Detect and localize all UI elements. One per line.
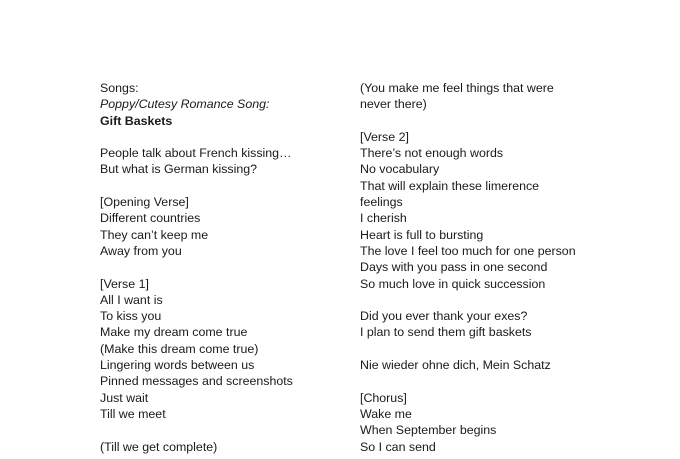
lyric-line: Lingering words between us bbox=[100, 358, 255, 373]
lyric-line: Pinned messages and screenshots bbox=[100, 374, 293, 389]
lyric-line: Heart is full to bursting bbox=[360, 227, 484, 242]
lyric-line: (Make this dream come true) bbox=[100, 341, 259, 356]
lyric-line: (Till we get complete) bbox=[100, 439, 218, 454]
spacer bbox=[100, 129, 330, 145]
intro-line: But what is German kissing? bbox=[100, 162, 258, 177]
verse-2-label: [Verse 2] bbox=[360, 129, 409, 144]
spacer bbox=[100, 422, 330, 438]
lyric-line: Away from you bbox=[100, 243, 182, 258]
chorus-label: [Chorus] bbox=[360, 390, 407, 405]
lyric-line: (You make me feel things that were bbox=[360, 81, 554, 95]
songs-label: Songs: bbox=[100, 81, 139, 95]
lyric-line: To kiss you bbox=[100, 309, 162, 324]
spacer bbox=[360, 292, 600, 308]
left-column bbox=[100, 80, 330, 455]
spacer bbox=[100, 259, 330, 275]
right-column bbox=[360, 80, 600, 455]
lyric-line: When September begins bbox=[360, 423, 497, 438]
lyric-line: They can’t keep me bbox=[100, 227, 209, 242]
spacer bbox=[360, 373, 600, 389]
lyric-line: feelings bbox=[360, 195, 403, 210]
lyric-line: Wake me bbox=[360, 406, 412, 421]
song-title: Gift Baskets bbox=[100, 113, 173, 128]
lyric-line: never there) bbox=[360, 97, 427, 112]
verse-1-label: [Verse 1] bbox=[100, 276, 149, 291]
spacer bbox=[100, 178, 330, 194]
lyric-line: That will explain these limerence bbox=[360, 178, 540, 193]
lyric-line: Different countries bbox=[100, 211, 201, 226]
lyric-line: No vocabulary bbox=[360, 162, 440, 177]
lyric-line: Make my dream come true bbox=[100, 325, 248, 340]
lyric-line: So much love in quick succession bbox=[360, 276, 546, 291]
lyric-line: All I want is bbox=[100, 292, 163, 307]
lyric-line: Till we meet bbox=[100, 406, 166, 421]
lyric-line: I cherish bbox=[360, 211, 407, 226]
lyric-line: Did you ever thank your exes? bbox=[360, 309, 528, 324]
lyric-line: So I can send bbox=[360, 439, 436, 454]
lyric-line: There’s not enough words bbox=[360, 146, 504, 161]
spacer bbox=[360, 113, 600, 129]
lyric-line: Just wait bbox=[100, 390, 149, 405]
lyric-line: Days with you pass in one second bbox=[360, 260, 548, 275]
german-lyric-line: Nie wieder ohne dich, Mein Schatz bbox=[360, 358, 551, 373]
intro-line: People talk about French kissing… bbox=[100, 146, 292, 161]
spacer bbox=[360, 341, 600, 357]
lyric-line: The love I feel too much for one person bbox=[360, 243, 576, 258]
lyric-line: I plan to send them gift baskets bbox=[360, 325, 532, 340]
opening-verse-label: [Opening Verse] bbox=[100, 195, 189, 210]
song-genre: Poppy/Cutesy Romance Song: bbox=[100, 97, 270, 112]
